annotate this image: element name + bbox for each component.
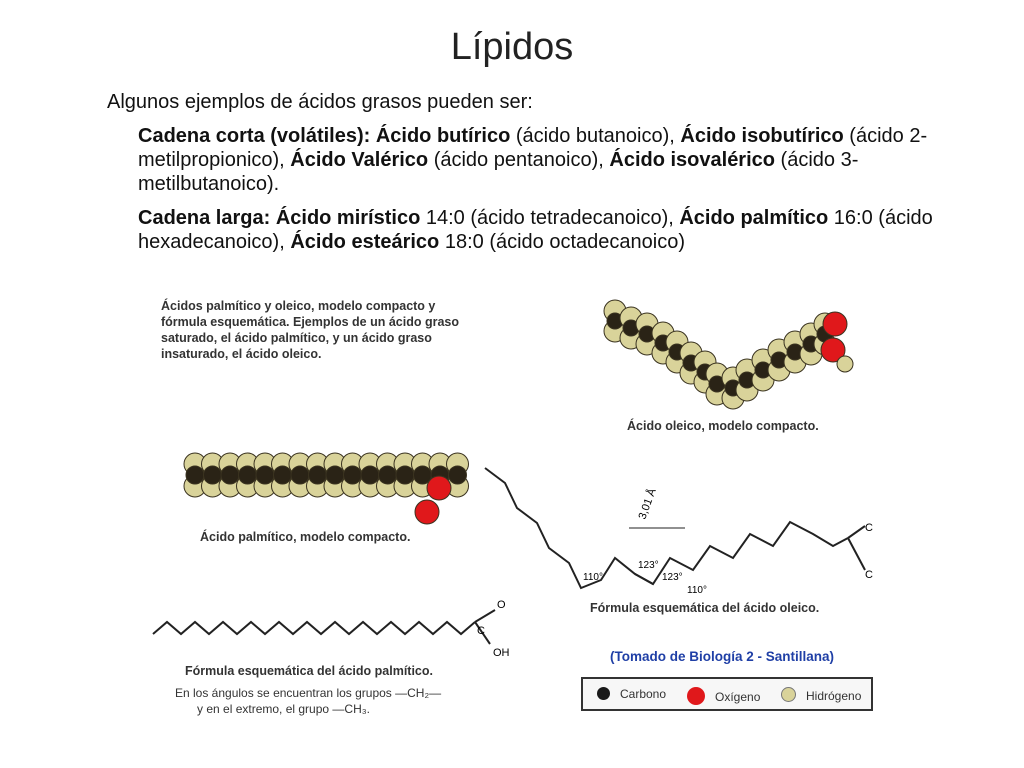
hydrogen-dot-icon	[781, 687, 796, 702]
bullet-segment: Ácido Valérico	[290, 149, 429, 171]
oxygen-atom	[823, 312, 847, 336]
oleic-distance-label: 3,01 Å	[636, 487, 659, 522]
oleic-angle-label-2: 123°	[638, 560, 659, 571]
oleic-oxygen-label-2: C	[865, 569, 873, 581]
carbon-atom	[186, 466, 204, 484]
carbon-atom	[344, 466, 362, 484]
oxygen-dot-icon	[687, 687, 705, 705]
bullet-segment: 14:0 (ácido tetradecanoico),	[420, 207, 680, 229]
carbon-atom	[309, 466, 327, 484]
carbon-atom	[239, 466, 257, 484]
carbon-dot-icon	[597, 687, 610, 700]
legend-item-carbon	[597, 687, 666, 701]
palmitic-formula-caption: Fórmula esquemática del ácido palmítico.	[185, 664, 433, 678]
bullet-segment: (ácido 2-metilpropionico),	[138, 125, 928, 171]
palmitic-compact-model	[184, 453, 469, 524]
slide-title: Lípidos	[450, 26, 574, 68]
legend-label-oxygen: Oxígeno	[715, 690, 761, 704]
bullet-segment: Ácido isobutírico	[680, 125, 844, 147]
oxygen-atom	[427, 476, 451, 500]
bullet-segment: (ácido butanoico),	[510, 125, 681, 147]
carbon-atom	[396, 466, 414, 484]
figure-note-line-2: y en el extremo, el grupo —CH₃.	[197, 702, 370, 716]
carbon-atom	[256, 466, 274, 484]
figure-description: Ácidos palmítico y oleico, modelo compacto y fórmula esquemática. Ejemplos de un ácido graso saturado, el ácido palmítico, y un ácido graso insaturado, el ácido oleico.	[161, 299, 459, 361]
oleic-compact-caption: Ácido oleico, modelo compacto.	[627, 419, 819, 433]
figure-source: (Tomado de Biología 2 - Santillana)	[610, 649, 835, 664]
bullet-segment: Cadena corta (volátiles): Ácido butírico	[138, 125, 511, 147]
palmitic-skeletal-formula	[153, 622, 475, 634]
oleic-carbonyl-bond	[848, 526, 865, 538]
bullet-segment: Ácido palmítico	[679, 207, 829, 229]
oleic-hydroxyl-bond	[848, 538, 865, 570]
carbon-atom	[326, 466, 344, 484]
carbon-atom	[379, 466, 397, 484]
bullet-short-chain	[138, 124, 988, 196]
legend-label-carbon: Carbono	[620, 687, 667, 701]
fatty-acid-figure	[145, 288, 885, 728]
oleic-angle-label-3: 123°	[662, 572, 683, 583]
palmitic-oxygen-label: O	[497, 599, 506, 611]
oxygen-atom	[415, 500, 439, 524]
palmitic-hydroxyl-label: OH	[493, 647, 510, 659]
carbon-atom	[204, 466, 222, 484]
carbon-atom	[361, 466, 379, 484]
oleic-angle-label-4: 110°	[687, 585, 707, 596]
figure-note	[175, 685, 475, 717]
oleic-compact-model	[604, 300, 853, 409]
bullet-segment: 18:0 (ácido octadecanoico)	[439, 231, 685, 253]
hydrogen-atom	[837, 356, 853, 372]
legend-item-hydrogen	[781, 687, 861, 703]
intro-text: Algunos ejemplos de ácidos grasos pueden ser:	[107, 91, 533, 113]
palmitic-c-label: C	[477, 625, 485, 637]
bullet-segment: Cadena larga: Ácido mirístico	[138, 207, 421, 229]
palmitic-carbonyl-bond	[475, 610, 495, 622]
bullet-long-chain	[138, 206, 988, 254]
carbon-atom	[449, 466, 467, 484]
carbon-atom	[291, 466, 309, 484]
oleic-oxygen-label-1: C	[865, 522, 873, 534]
bullet-segment: Ácido esteárico	[290, 231, 440, 253]
bullet-segment: (ácido 3-metilbutanoico).	[138, 149, 859, 195]
oleic-double-bond-line	[635, 574, 653, 584]
carbon-atom	[221, 466, 239, 484]
figure-note-line-1: En los ángulos se encuentran los grupos —CH₂—	[175, 686, 442, 700]
legend-item-oxygen	[687, 687, 760, 705]
bullet-segment: Ácido isovalérico	[609, 149, 775, 171]
legend-label-hydrogen: Hidrógeno	[806, 689, 862, 703]
palmitic-compact-caption: Ácido palmítico, modelo compacto.	[200, 530, 411, 544]
oleic-angle-label-1: 110°	[583, 572, 603, 583]
oleic-formula-caption: Fórmula esquemática del ácido oleico.	[590, 601, 820, 615]
atom-legend	[581, 677, 873, 711]
bullet-segment: (ácido pentanoico),	[428, 149, 610, 171]
bullet-segment: 16:0 (ácido hexadecanoico),	[138, 207, 933, 253]
carbon-atom	[274, 466, 292, 484]
